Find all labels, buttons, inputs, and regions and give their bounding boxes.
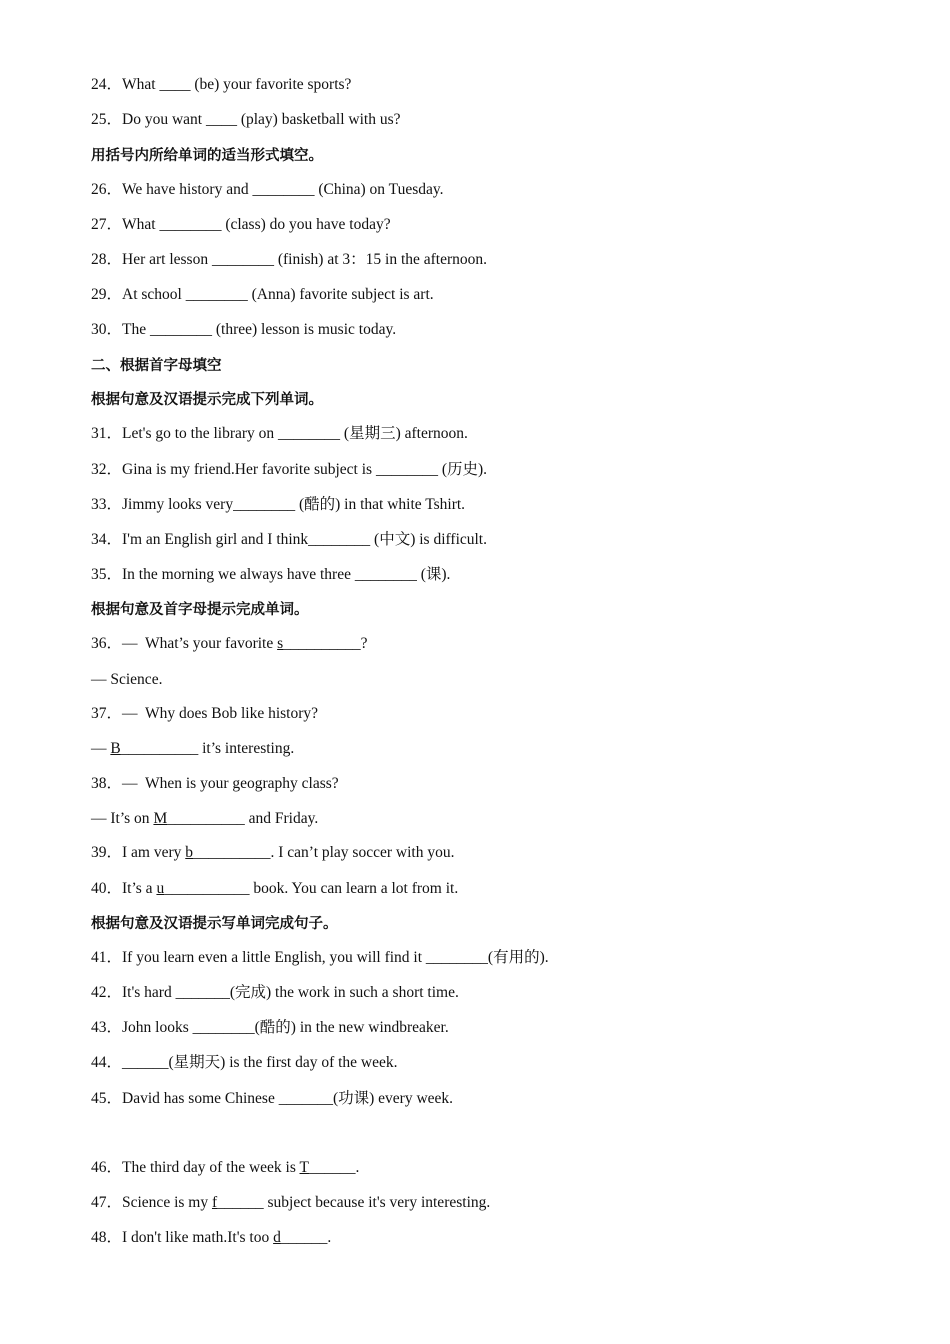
initial-letter: B	[110, 740, 121, 757]
initial-letter: b	[185, 844, 194, 861]
initial-letter: T	[299, 1159, 309, 1176]
answer-38: — It’s on M__________ and Friday.	[91, 810, 319, 827]
question-44: 44．______(星期天) is the first day of the week.	[91, 1054, 398, 1071]
question-34: 34．I'm an English girl and I think________ (中文) is difficult.	[91, 531, 487, 548]
question-35: 35．In the morning we always have three ________ (课).	[91, 566, 451, 583]
question-27: 27．What ________ (class) do you have today?	[91, 216, 391, 233]
question-33: 33．Jimmy looks very________ (酷的) in that white Tshirt.	[91, 496, 466, 513]
question-45: 45．David has some Chinese _______(功课) every week.	[91, 1090, 454, 1107]
question-40: 40．It’s a u___________ book. You can learn a lot from it.	[91, 880, 459, 897]
question-31: 31．Let's go to the library on ________ (星期三) afternoon.	[91, 425, 468, 442]
initial-letter: u	[156, 880, 165, 897]
initial-letter: M	[153, 810, 168, 827]
section-title: 二、根据首字母填空	[91, 358, 222, 374]
question-32: 32．Gina is my friend.Her favorite subject is ________ (历史).	[91, 461, 488, 478]
section-instruction: 用括号内所给单词的适当形式填空。	[91, 148, 323, 164]
initial-letter: d	[273, 1229, 281, 1246]
answer-36: — Science.	[91, 671, 163, 688]
question-25: 25．Do you want ____ (play) basketball with us?	[91, 111, 401, 128]
question-28: 28．Her art lesson ________ (finish) at 3：15 in the afternoon.	[91, 251, 488, 268]
question-43: 43．John looks ________(酷的) in the new windbreaker.	[91, 1019, 449, 1036]
question-46: 46．The third day of the week is T______.	[91, 1159, 360, 1176]
initial-letter: s	[277, 635, 284, 652]
question-38: 38．— When is your geography class?	[91, 775, 339, 792]
question-26: 26．We have history and ________ (China) on Tuesday.	[91, 181, 444, 198]
answer-37: — B__________ it’s interesting.	[91, 740, 295, 757]
question-24: 24．What ____ (be) your favorite sports?	[91, 76, 352, 93]
question-39: 39．I am very b__________. I can’t play soccer with you.	[91, 844, 455, 861]
question-48: 48．I don't like math.It's too d______.	[91, 1229, 332, 1246]
question-41: 41．If you learn even a little English, you will find it ________(有用的).	[91, 949, 549, 966]
question-36: 36．— What’s your favorite s__________?	[91, 635, 368, 652]
question-29: 29．At school ________ (Anna) favorite subject is art.	[91, 286, 434, 303]
section-instruction: 根据句意及汉语提示写单词完成句子。	[91, 916, 338, 932]
question-30: 30．The ________ (three) lesson is music today.	[91, 321, 397, 338]
question-42: 42．It's hard _______(完成) the work in such a short time.	[91, 984, 459, 1001]
question-37: 37．— Why does Bob like history?	[91, 705, 319, 722]
section-instruction: 根据句意及汉语提示完成下列单词。	[91, 392, 323, 408]
initial-letter: f	[211, 1194, 218, 1211]
question-47: 47．Science is my f______ subject because it's very interesting.	[91, 1194, 491, 1211]
section-instruction: 根据句意及首字母提示完成单词。	[91, 602, 309, 618]
